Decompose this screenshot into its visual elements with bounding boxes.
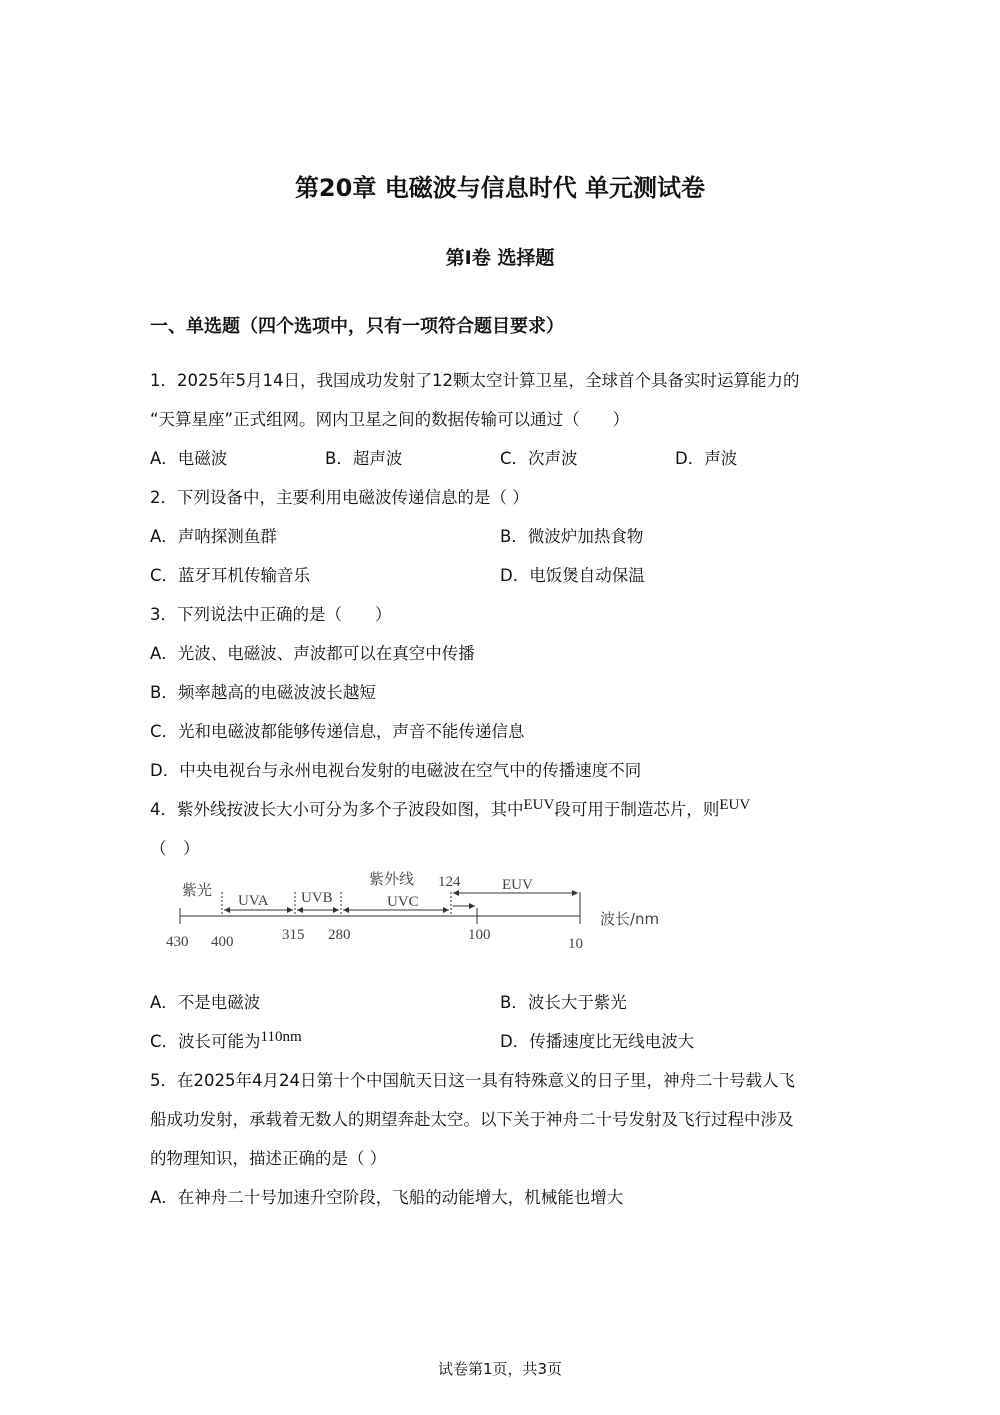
tick-label-124: 124 [438, 874, 461, 890]
q4-euv-term: EUV [523, 797, 555, 813]
q2-option-b: B．微波炉加热食物 [500, 527, 644, 546]
uv-spectrum-diagram [160, 862, 680, 957]
ultraviolet-label: 紫外线 [369, 870, 415, 888]
q1-stem-line1: 1．2025年5月14日，我国成功发射了12颗太空计算卫星，全球首个具备实时运算能力的 [150, 371, 800, 390]
q3-option-a: A．光波、电磁波、声波都可以在真空中传播 [150, 644, 475, 663]
tick-label-280: 280 [328, 927, 351, 943]
tick-label-315: 315 [282, 927, 305, 943]
q2-option-c: C．蓝牙耳机传输音乐 [150, 566, 311, 585]
q3-option-d: D．中央电视台与永州电视台发射的电磁波在空气中的传播速度不同 [150, 761, 642, 780]
tick-label-100: 100 [468, 927, 491, 943]
q5-stem-line3: 的物理知识，描述正确的是（ ） [150, 1149, 387, 1168]
uvb-label: UVB [301, 890, 333, 906]
q1-option-c: C．次声波 [500, 449, 578, 468]
q4-option-a: A．不是电磁波 [150, 993, 261, 1012]
q3-stem: 3．下列说法中正确的是（ ） [150, 605, 392, 624]
section-heading: 一、单选题（四个选项中，只有一项符合题目要求） [150, 316, 564, 337]
q4-option-b: B．波长大于紫光 [500, 993, 627, 1012]
q3-option-b: B．频率越高的电磁波波长越短 [150, 683, 376, 702]
q5-stem-line2: 船成功发射，承载着无数人的期望奔赴太空。以下关于神舟二十号发射及飞行过程中涉及 [150, 1110, 794, 1129]
tick-label-400: 400 [211, 934, 234, 950]
q1-stem-line2: “天算星座”正式组网。网内卫星之间的数据传输可以通过（ ） [150, 410, 630, 429]
tick-label-430: 430 [166, 934, 189, 950]
q1-option-d: D．声波 [675, 449, 738, 468]
page-title: 第20章 电磁波与信息时代 单元测试卷 [294, 174, 706, 202]
tick-label-10: 10 [568, 936, 583, 952]
wavelength-axis-label: 波长/nm [600, 910, 660, 928]
part-title: 第Ⅰ卷 选择题 [445, 247, 555, 269]
uvc-label: UVC [387, 894, 419, 910]
q2-option-d: D．电饭煲自动保温 [500, 566, 645, 585]
q1-option-b: B．超声波 [325, 449, 403, 468]
q4-option-c-text: C．波长可能为 [150, 1032, 261, 1051]
q4-euv-term: EUV [719, 797, 751, 813]
euv-label: EUV [502, 877, 533, 893]
q4-option-c-value: 110nm [260, 1029, 302, 1045]
q5-stem-line1: 5．在2025年4月24日第十个中国航天日这一具有特殊意义的日子里，神舟二十号载人飞 [150, 1071, 795, 1090]
q2-stem: 2．下列设备中，主要利用电磁波传递信息的是（ ） [150, 488, 529, 507]
q2-option-a: A．声呐探测鱼群 [150, 527, 277, 546]
q3-option-c: C．光和电磁波都能够传递信息，声音不能传递信息 [150, 722, 525, 741]
q4-stem [150, 796, 750, 820]
q4-option-c [150, 1028, 302, 1052]
violet-light-label: 紫光 [182, 881, 213, 899]
q1-option-a: A．电磁波 [150, 449, 228, 468]
q4-paren: （ ） [150, 839, 200, 858]
q4-option-d: D．传播速度比无线电波大 [500, 1032, 695, 1051]
page-footer: 试卷第1页，共3页 [437, 1360, 563, 1378]
uva-label: UVA [238, 893, 269, 909]
q4-stem-part2: 段可用于制造芯片，则 [554, 800, 720, 819]
q5-option-a: A．在神舟二十号加速升空阶段，飞船的动能增大，机械能也增大 [150, 1188, 624, 1207]
q4-stem-part1: 4．紫外线按波长大小可分为多个子波段如图，其中 [150, 800, 524, 819]
